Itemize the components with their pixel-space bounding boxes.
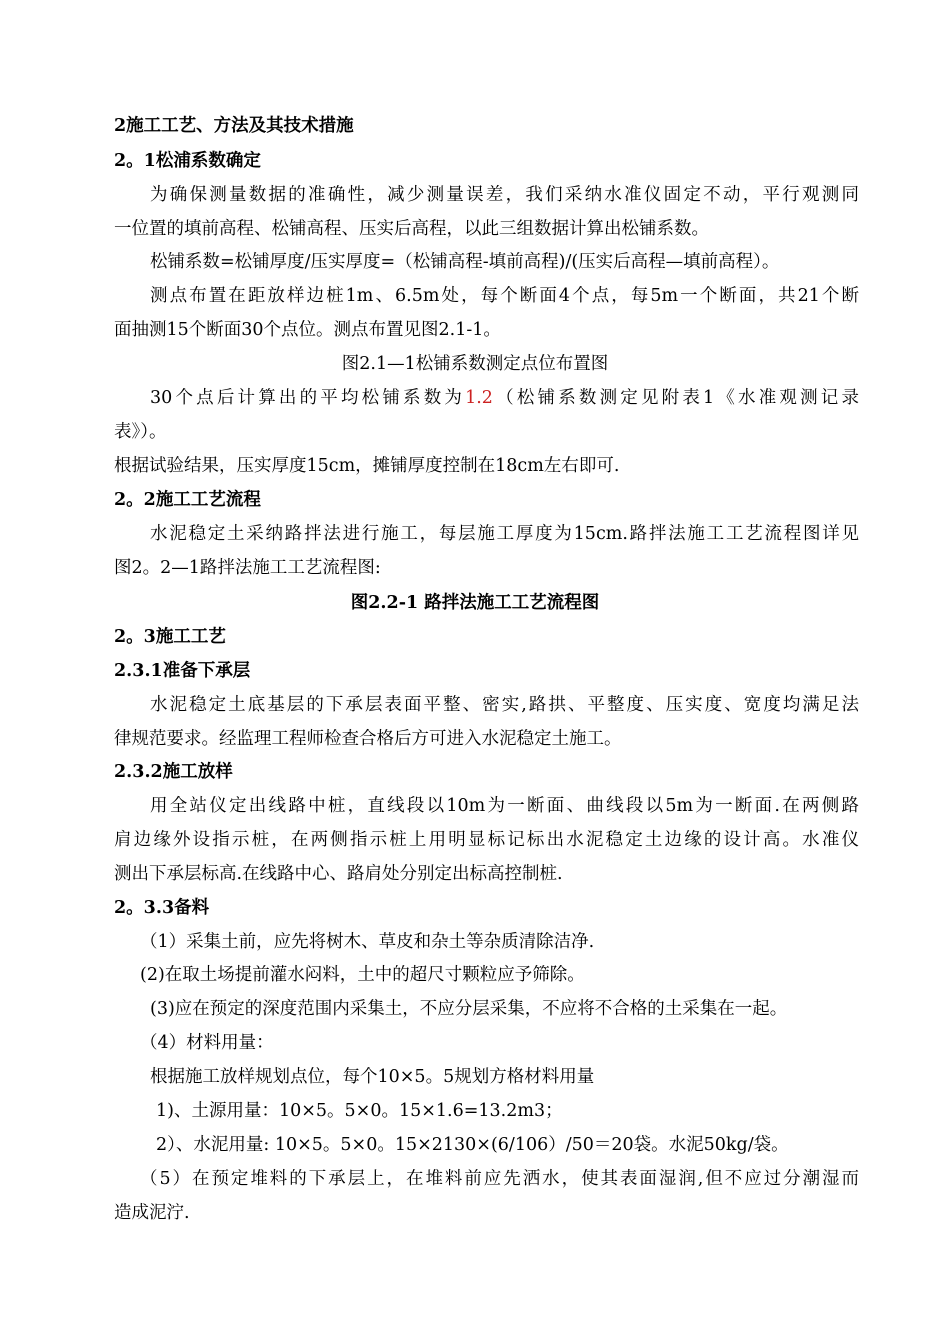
figure-caption: 图2.1—1松铺系数测定点位布置图 (341, 354, 609, 374)
paragraph-line: 造成泥泞. (114, 1203, 190, 1223)
paragraph-line: 水泥稳定土底基层的下承层表面平整、密实,路拱、平整度、压实度、宽度均满足法 (150, 695, 859, 715)
list-item: (3)应在预定的深度范围内采集土，不应分层采集，不应将不合格的土采集在一起。 (150, 999, 788, 1019)
subsection-heading-2-3-2: 2.3.2施工放样 (114, 762, 233, 782)
subsection-heading-2-3-1: 2.3.1准备下承层 (114, 661, 251, 681)
section-heading-2-1: 2。1松浦系数确定 (114, 151, 261, 171)
paragraph-line: 为确保测量数据的准确性，减少测量误差，我们采纳水准仪固定不动，平行观测同 (150, 185, 859, 205)
paragraph-line: 图2。2—1路拌法施工工艺流程图: (114, 558, 381, 578)
paragraph-line: 测点布置在距放样边桩1m、6.5m处，每个断面4个点，每5m一个断面，共21个断 (150, 286, 859, 306)
highlighted-value: 1.2 (465, 388, 493, 408)
calc-line: 1)、土源用量：10×5。5×0。15×1.6=13.2m3； (156, 1101, 563, 1121)
paragraph-line: 水泥稳定土采纳路拌法进行施工，每层施工厚度为15cm.路拌法施工工艺流程图详见 (150, 524, 859, 544)
paragraph-line: 肩边缘外设指示桩，在两侧指示桩上用明显标记标出水泥稳定土边缘的设计高。水准仪 (114, 830, 859, 850)
paragraph-line (150, 386, 859, 410)
list-item: （1）采集土前，应先将树木、草皮和杂土等杂质清除洁净. (140, 932, 595, 952)
section-heading-2-3: 2。3施工工艺 (114, 627, 226, 647)
subsection-heading-2-3-3: 2。3.3备料 (114, 898, 210, 918)
list-item: (2)在取土场提前灌水闷料，土中的超尺寸颗粒应予筛除。 (140, 965, 585, 985)
section-heading-2-2: 2。2施工工艺流程 (114, 490, 261, 510)
paragraph-line: 测出下承层标高.在线路中心、路肩处分别定出标高控制桩. (114, 864, 563, 884)
formula-line: 松铺系数=松铺厚度/压实厚度=（松铺高程-填前高程)/(压实后高程—填前高程）。 (150, 252, 780, 272)
paragraph-line: 律规范要求。经监理工程师检查合格后方可进入水泥稳定土施工。 (114, 729, 622, 749)
paragraph-line: 面抽测15个断面30个点位。测点布置见图2.1-1。 (114, 320, 501, 340)
paragraph-line: 用全站仪定出线路中桩，直线段以10m为一断面、曲线段以5m为一断面.在两侧路 (150, 796, 859, 816)
paragraph-line: 根据试验结果，压实厚度15cm，摊铺厚度控制在18cm左右即可. (114, 456, 620, 476)
text-segment: （松铺系数测定见附表1《水准观测记录 (492, 388, 859, 408)
paragraph-line: 根据施工放样规划点位，每个10×5。5规划方格材料用量 (150, 1067, 595, 1087)
list-item: （4）材料用量： (140, 1033, 274, 1053)
paragraph-line: 表》）。 (114, 422, 167, 442)
main-heading: 2施工工艺、方法及其技术措施 (114, 116, 354, 136)
calc-line: 2）、水泥用量: 10×5。5×0。15×2130×(6/106）/50＝20袋。水泥50kg/袋。 (156, 1135, 789, 1155)
list-item: （5）在预定堆料的下承层上，在堆料前应先洒水，使其表面湿润,但不应过分潮湿而 (140, 1169, 859, 1189)
text-segment: 30个点后计算出的平均松铺系数为 (150, 388, 466, 408)
figure-caption: 图2.2-1 路拌法施工工艺流程图 (350, 593, 600, 613)
paragraph-line: 一位置的填前高程、松铺高程、压实后高程，以此三组数据计算出松铺系数。 (114, 219, 709, 239)
